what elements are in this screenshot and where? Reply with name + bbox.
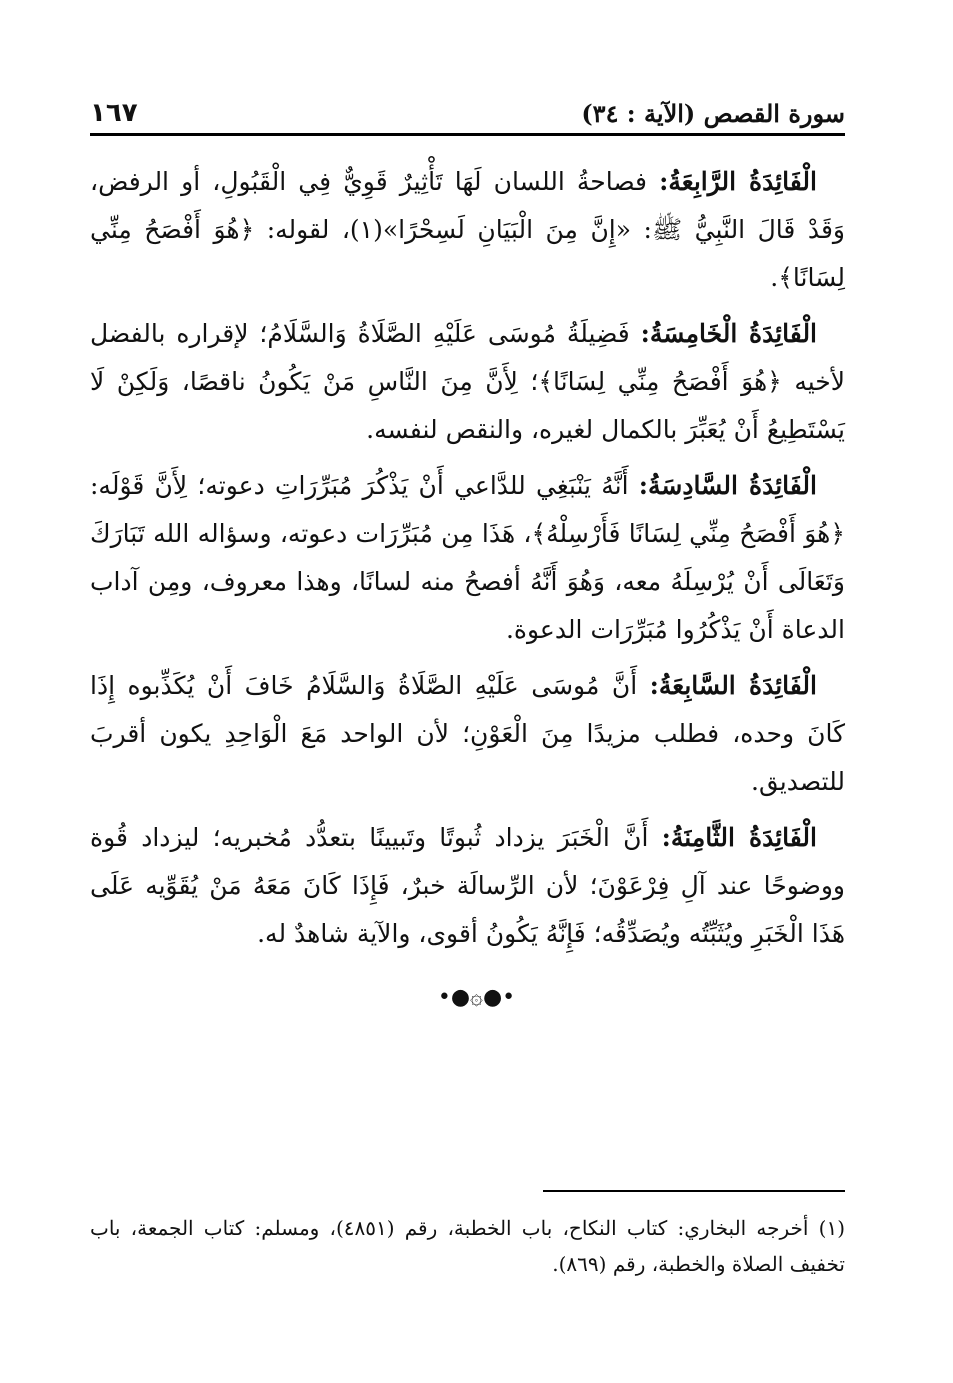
paragraph-text: فصاحةُ اللسان لَهَا تَأْثِيرٌ قَوِيٌّ فِي الْقَبُولِ، أو الرفض، وَقَدْ قَالَ النَّبِيُّ ﷺ: «إِنَّ مِنَ الْبَيَانِ لَسِحْرًا»(١)، لقوله: ﴿هُوَ أَفْصَحُ مِنِّي لِسَانًا﴾. <box>90 167 845 292</box>
paragraph-text: أَنَّهُ يَنْبَغِي للدَّاعي أَنْ يَذْكُرَ مُبَرِّرَاتِ دعوته؛ لِأَنَّ قَوْلَه: ﴿هُوَ أَفْصَحُ مِنِّي لِسَانًا فَأَرْسِلْهُ﴾، هَذَا مِن مُبَرِّرَات دعوته، وسؤاله الله تَبَارَكَ وَتَعَالَى أَنْ يُرْسِلَهُ معه، وَهُوَ أَنَّهُ أفصحُ منه لسانًا، وهذا معروف، ومِن آداب الدعاة أَنْ يَذْكُرُوا مُبَرِّرَات الدعوة. <box>90 471 845 644</box>
section-end-ornament: •●۞●• <box>437 985 516 1010</box>
paragraph-heading: الْفَائِدَةُ الرَّابِعَةُ: <box>659 167 817 196</box>
paragraph-text: أَنَّ مُوسَى عَلَيْهِ الصَّلَاةُ وَالسَّلَامُ خَافَ أَنْ يُكَذِّبوه إِذَا كَانَ وحده، فطلب مزيدًا مِنَ الْعَوْنِ؛ لأن الواحد مَعَ الْوَاحِدِ يكون أقربَ للتصديق. <box>90 671 845 796</box>
paragraph-heading: الْفَائِدَةُ الْخَامِسَةُ: <box>640 319 818 348</box>
running-title: سورة القصص (الآية : ٣٤) <box>581 99 845 128</box>
paragraph-fifth-benefit <box>90 310 845 454</box>
paragraph-heading: الْفَائِدَةُ الثَّامِنَةُ: <box>661 823 817 852</box>
header-rule <box>90 133 845 136</box>
paragraph-sixth-benefit <box>90 462 845 654</box>
paragraph-text: أَنَّ الْخَبَرَ يزداد ثُبوتًا وتَبيينًا بتعدُّد مُخبريه؛ ليزداد قُوة ووضوحًا عند آلِ فِرْعَوْنَ؛ لأن الرِّسالَة خبرٌ، فَإِذَا كَانَ مَعَهُ مَنْ يُقَوِّيه عَلَى هَذَا الْخَبَرِ ويُثَبِّتُه ويُصَدِّقُه؛ فَإِنَّهُ يَكُونُ أقوى، والآية شاهدٌ له. <box>90 823 845 948</box>
paragraph-eighth-benefit <box>90 814 845 958</box>
paragraph-heading: الْفَائِدَةُ السَّادِسَةُ: <box>638 471 817 500</box>
footnote-rule <box>543 1190 845 1192</box>
page-number: ١٦٧ <box>90 98 138 128</box>
paragraph-fourth-benefit <box>90 158 845 302</box>
paragraph-heading: الْفَائِدَةُ السَّابِعَةُ: <box>649 671 817 700</box>
paragraph-seventh-benefit <box>90 662 845 806</box>
page-header <box>90 88 845 128</box>
paragraph-text: فَضِيلَةُ مُوسَى عَلَيْهِ الصَّلَاةُ وَالسَّلَامُ؛ لإقراره بالفضل لأخيه ﴿هُوَ أَفْصَحُ مِنِّي لِسَانًا﴾؛ لِأَنَّ مِنَ النَّاسِ مَنْ يَكُونُ ناقصًا، وَلَكِنْ لَا يَسْتَطِيعُ أَنْ يُعَبِّرَ بالكمال لغيره، والنقص لنفسه. <box>90 319 845 444</box>
body-text <box>90 158 845 966</box>
footnote: (١) أخرجه البخاري: كتاب النكاح، باب الخطبة، رقم (٤٨٥١)، ومسلم: كتاب الجمعة، باب تخفيف الصلاة والخطبة، رقم (٨٦٩). <box>90 1216 845 1276</box>
